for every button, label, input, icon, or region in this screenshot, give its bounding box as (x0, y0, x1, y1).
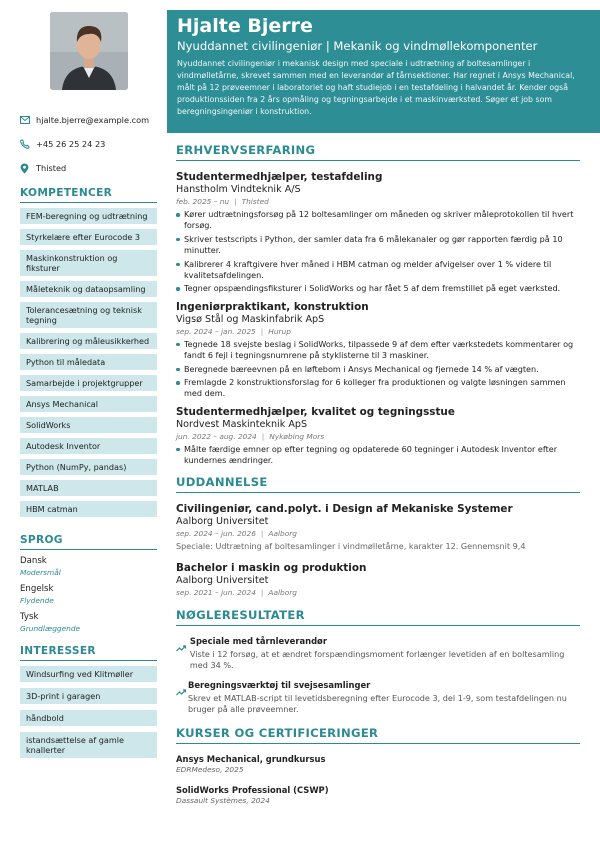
achievement-entry (176, 636, 580, 672)
skill-chip: FEM-beregning og udtrætning (20, 208, 157, 224)
language-name: Engelsk (20, 584, 54, 594)
contact-location (20, 162, 157, 174)
school-name: Aalborg Universitet (176, 515, 269, 527)
job-bullets (176, 444, 580, 467)
job-dates: feb. 2025 – nu (176, 197, 230, 206)
job-bullet: Tegnede 18 svejste beslag i SolidWorks, tilpassede 9 af dem efter værkstedets kommentarer og fandt 6 fejl i tegningsnumrene på styklisterne til 3 maskiner. (176, 339, 580, 362)
achievement-description: Viste i 12 forsøg, at et ændret forspændingsmoment forlænger levetiden af en boltesamling med 34 %. (189, 648, 565, 671)
experience-list (176, 171, 580, 467)
education-description: Speciale: Udtrætning af boltesamlinger i vindmølletårne, karakter 12. Gennemsnit 9,4 (176, 540, 526, 551)
meta-separator: | (260, 528, 264, 538)
location-pin-icon (20, 163, 36, 174)
course-title: SolidWorks Professional (CSWP) (176, 784, 329, 795)
meta-separator: | (234, 197, 237, 206)
education-entry (176, 503, 580, 552)
skills-list (20, 208, 157, 517)
trend-up-icon (176, 636, 190, 672)
achievement-title: Beregningsværktøj til svejsesamlinger (187, 679, 371, 690)
interests-heading: INTERESSER (20, 645, 157, 661)
header-banner (167, 10, 600, 133)
education-location: Aalborg (268, 587, 298, 597)
achievement-description: Skrev et MATLAB-script til levetidsberegning efter Eurocode 3, del 1-9, som testafdelingen nu bruger på alle prøveemner. (187, 692, 567, 715)
job-bullet: Tegner opspændingsfiksturer i SolidWorks og har fået 5 af dem fremstillet på eget værksted. (176, 283, 580, 294)
meta-separator: | (260, 326, 264, 336)
contact-location-text: Thisted (36, 163, 67, 173)
language-name: Tysk (20, 612, 39, 622)
language-item (20, 556, 157, 577)
job-bullet: Skriver testscripts i Python, der samler data fra 6 målekanaler og gør rapporten færdig på 10 minutter. (176, 234, 580, 257)
skill-chip: Python (NumPy, pandas) (20, 459, 157, 475)
skill-chip: Måleteknik og dataopsamling (20, 281, 157, 297)
school-name: Aalborg Universitet (176, 574, 269, 586)
skill-chip: HBM catman (20, 501, 157, 517)
job-bullet: Beregnede bæreevnen på en løftebom i Ansys Mechanical og fjernede 14 % af vægten. (176, 364, 580, 375)
interest-chip: istandsættelse af gamle knallerter (20, 732, 157, 758)
job-entry (176, 301, 580, 400)
job-location: Thisted (241, 197, 269, 206)
education-location: Aalborg (268, 528, 298, 538)
profile-photo (50, 12, 128, 90)
contact-email[interactable] (20, 114, 157, 126)
job-location: Hurup (268, 326, 291, 336)
job-title: Studentermedhjælper, kvalitet og tegningsstue (176, 405, 455, 418)
languages-list (20, 556, 157, 633)
course-title: Ansys Mechanical, grundkursus (176, 753, 326, 764)
job-meta (176, 197, 580, 207)
job-bullets (176, 339, 580, 400)
course-entry (176, 785, 580, 806)
contact-phone[interactable] (20, 138, 157, 150)
interest-chip: håndbold (20, 710, 157, 726)
courses-heading: KURSER OG CERTIFICERINGER (176, 726, 580, 744)
education-meta (176, 529, 580, 539)
profile-summary: Nyuddannet civilingeniør i mekanisk design med speciale i udtrætning af boltesamlinger i vindmølletårne, skrevet sammen med en leverandør af tårnsektioner. Har regnet i Ansys Mechanical, målt på 12 prøveemner i laboratoriet og haft studiejob i en testafdeling i halvandet år. Kender også produktionssiden fra 2 års opmåling og tegningsarbejde i et maskinværksted. Søger et job som beregningsingeniør i konstruktion. (177, 59, 575, 116)
trend-up-icon (176, 680, 188, 716)
degree-title: Bachelor i maskin og produktion (176, 561, 367, 574)
meta-separator: | (261, 431, 265, 441)
mail-icon (20, 116, 36, 124)
degree-title: Civilingeniør, cand.polyt. i Design af Mekaniske Systemer (176, 502, 513, 515)
skill-chip: Samarbejde i projektgrupper (20, 375, 157, 391)
skill-chip: Tolerancesætning og teknisk tegning (20, 302, 157, 328)
interest-chip: 3D-print i garagen (20, 688, 157, 704)
courses-list (176, 754, 580, 806)
language-name: Dansk (20, 556, 47, 566)
job-bullets (176, 209, 580, 295)
job-company: Hanstholm Vindteknik A/S (176, 184, 301, 195)
interests-list (20, 666, 157, 758)
skill-chip: Ansys Mechanical (20, 396, 157, 412)
job-company: Vigsø Stål og Maskinfabrik ApS (176, 313, 325, 325)
job-title: Ingeniørpraktikant, konstruktion (176, 300, 369, 313)
languages-heading: SPROG (20, 534, 157, 550)
education-meta (176, 588, 580, 598)
job-bullet: Målte færdige emner op efter tegning og opdaterede 60 tegninger i Autodesk Inventor efter kundernes ændringer. (176, 444, 580, 467)
main-content (176, 143, 580, 806)
skill-chip: Autodesk Inventor (20, 438, 157, 454)
candidate-name: Hjalte Bjerre (177, 15, 313, 37)
skill-chip: MATLAB (20, 480, 157, 496)
achievement-title: Speciale med tårnleverandør (189, 635, 327, 646)
education-dates: sep. 2021 – jun. 2024 (176, 587, 256, 597)
course-meta: EDRMedeso, 2025 (176, 764, 244, 774)
job-bullet: Kalibrerer 4 kraftgivere hver måned i HBM catman og melder afvigelser over 1 % videre til kvalitetsafdelingen. (176, 259, 580, 282)
job-company: Nordvest Maskinteknik ApS (176, 418, 308, 430)
job-bullet: Kører udtrætningsforsøg på 12 boltesamlinger om måneden og skriver måleprotokollen til hvert forsøg. (176, 209, 580, 232)
achievements-heading: NØGLERESULTATER (176, 608, 580, 626)
skill-chip: Kalibrering og måleusikkerhed (20, 333, 157, 349)
contact-phone-text: +45 26 25 24 23 (36, 139, 106, 149)
skill-chip: Styrkelære efter Eurocode 3 (20, 229, 157, 245)
job-entry (176, 406, 580, 467)
achievement-body (190, 636, 580, 672)
skill-chip: Python til måledata (20, 354, 157, 370)
language-level: Modersmål (20, 568, 61, 577)
education-entry (176, 562, 580, 598)
language-item (20, 612, 157, 633)
course-meta: Dassault Systèmes, 2024 (176, 795, 270, 805)
job-meta (176, 432, 580, 442)
job-entry (176, 171, 580, 295)
achievement-entry (176, 680, 580, 716)
job-dates: sep. 2024 – jan. 2025 (176, 326, 256, 336)
contact-email-text: hjalte.bjerre@example.com (36, 115, 150, 125)
job-bullet: Fremlagde 2 konstruktionsforslag for 6 kolleger fra produktionen og valgte løsningen sammen med dem. (176, 377, 580, 400)
job-title: Studentermedhjælper, testafdeling (176, 171, 383, 183)
experience-heading: ERHVERVSERFARING (176, 143, 580, 161)
achievements-list (176, 636, 580, 716)
skill-chip: SolidWorks (20, 417, 157, 433)
job-dates: jun. 2022 – aug. 2024 (176, 431, 257, 441)
phone-icon (20, 139, 36, 149)
language-level: Flydende (20, 596, 54, 605)
job-meta (176, 327, 580, 337)
education-dates: sep. 2024 – jun. 2026 (176, 528, 256, 538)
job-location: Nykøbing Mors (269, 431, 325, 441)
sidebar (20, 12, 157, 764)
meta-separator: | (260, 587, 264, 597)
interest-chip: Windsurfing ved Klitmøller (20, 666, 157, 682)
language-item (20, 584, 157, 605)
achievement-body (188, 680, 580, 716)
education-heading: UDDANNELSE (176, 475, 580, 493)
language-level: Grundlæggende (20, 624, 81, 633)
skills-heading: KOMPETENCER (20, 187, 157, 203)
skill-chip: Maskinkonstruktion og fiksturer (20, 250, 157, 276)
course-entry (176, 754, 580, 775)
education-list (176, 503, 580, 598)
headline: Nyuddannet civilingeniør | Mekanik og vindmøllekomponenter (177, 39, 538, 53)
